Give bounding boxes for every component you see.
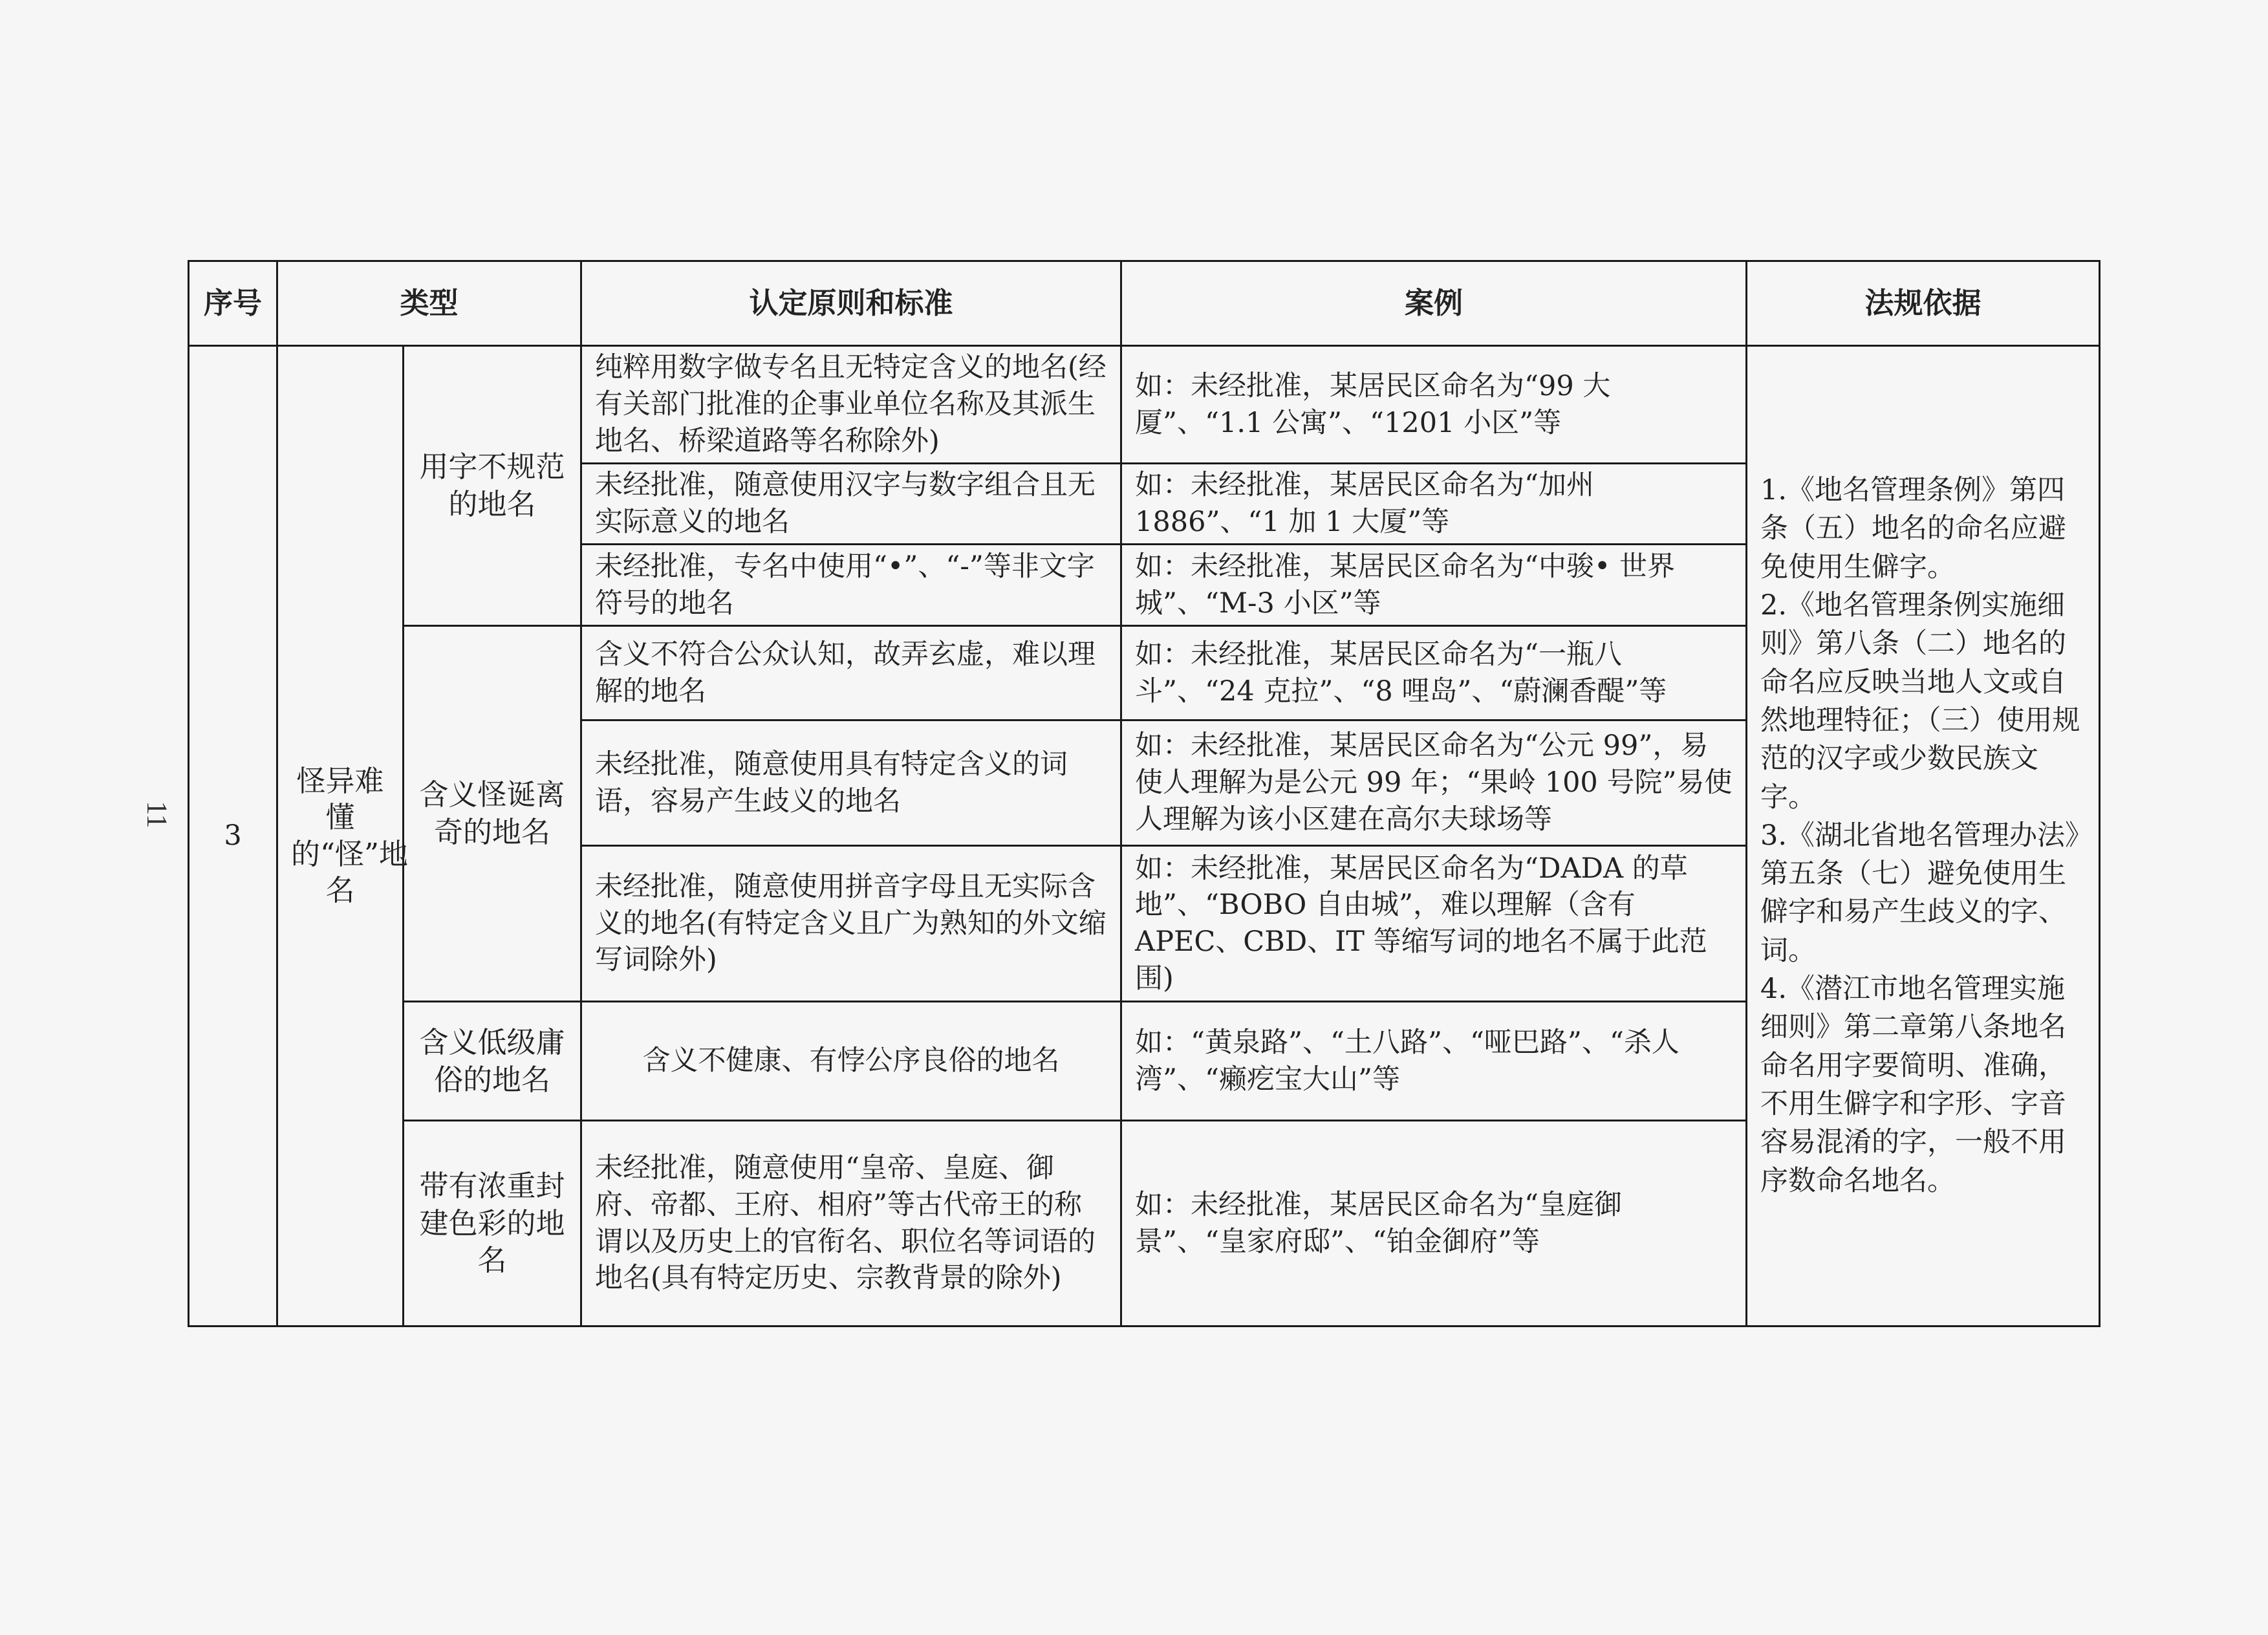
criteria-cell: 未经批准，随意使用具有特定含义的词语，容易产生歧义的地名 <box>581 720 1121 846</box>
case-cell: 如：未经批准，某居民区命名为“一瓶八斗”、“24 克拉”、“8 哩岛”、“蔚澜香醍”等 <box>1121 626 1747 720</box>
criteria-cell: 纯粹用数字做专名且无特定含义的地名(经有关部门批准的企事业单位名称及其派生地名、桥梁道路等名称除外) <box>581 346 1121 464</box>
legal-basis-cell <box>1747 346 2100 1326</box>
header-legal-basis: 法规依据 <box>1747 261 2100 346</box>
header-seq: 序号 <box>189 261 277 346</box>
case-cell: 如：未经批准，某居民区命名为“公元 99”，易使人理解为是公元 99 年；“果岭 100 号院”易使人理解为该小区建在高尔夫球场等 <box>1121 720 1747 846</box>
case-cell: 如：未经批准，某居民区命名为“DADA 的草地”、“BOBO 自由城”，难以理解（含有 APEC、CBD、IT 等缩写词的地名不属于此范围) <box>1121 846 1747 1002</box>
subtype-feudal-color: 带有浓重封建色彩的地名 <box>404 1121 581 1326</box>
subtype-irregular-chars: 用字不规范的地名 <box>404 346 581 626</box>
subtype-vulgar-meaning: 含义低级庸俗的地名 <box>404 1002 581 1121</box>
criteria-cell: 未经批准，随意使用汉字与数字组合且无实际意义的地名 <box>581 464 1121 545</box>
place-name-criteria-table <box>188 260 2101 1327</box>
header-criteria: 认定原则和标准 <box>581 261 1121 346</box>
legal-basis-item: 3.《湖北省地名管理办法》第五条（七）避免使用生僻字和易产生歧义的字、词。 <box>1760 819 2079 967</box>
criteria-cell: 含义不符合公众认知，故弄玄虚，难以理解的地名 <box>581 626 1121 720</box>
page-number: 11 <box>141 801 173 828</box>
legal-basis-item: 4.《潜江市地名管理实施细则》第二章第八条地名命名用字要简明、准确，不用生僻字和字形、字音容易混淆的字，一般不用序数命名地名。 <box>1760 973 2067 1197</box>
case-cell: 如：未经批准，某居民区命名为“99 大厦”、“1.1 公寓”、“1201 小区”等 <box>1121 346 1747 464</box>
subtype-bizarre-meaning: 含义怪诞离奇的地名 <box>404 626 581 1002</box>
category-cell: 怪异难懂的“怪”地名 <box>277 346 404 1326</box>
criteria-cell: 未经批准，随意使用拼音字母且无实际含义的地名(有特定含义且广为熟知的外文缩写词除外) <box>581 846 1121 1002</box>
criteria-cell: 未经批准，随意使用“皇帝、皇庭、御府、帝都、王府、相府”等古代帝王的称谓以及历史上的官衔名、职位名等词语的地名(具有特定历史、宗教背景的除外) <box>581 1121 1121 1326</box>
header-type: 类型 <box>277 261 581 346</box>
seq-cell: 3 <box>189 346 277 1326</box>
criteria-cell: 含义不健康、有悖公序良俗的地名 <box>581 1002 1121 1121</box>
criteria-cell: 未经批准，专名中使用“•”、“-”等非文字符号的地名 <box>581 545 1121 626</box>
table-row <box>189 346 2100 464</box>
case-cell: 如：未经批准，某居民区命名为“皇庭御景”、“皇家府邸”、“铂金御府”等 <box>1121 1121 1747 1326</box>
case-cell: 如：未经批准，某居民区命名为“加州 1886”、“1 加 1 大厦”等 <box>1121 464 1747 545</box>
header-cases: 案例 <box>1121 261 1747 346</box>
case-cell: 如：未经批准，某居民区命名为“中骏• 世界城”、“M-3 小区”等 <box>1121 545 1747 626</box>
legal-basis-item: 1.《地名管理条例》第四条（五）地名的命名应避免使用生僻字。 <box>1760 473 2067 583</box>
legal-basis-item: 2.《地名管理条例实施细则》第八条（二）地名的命名应反映当地人文或自然地理特征；（三）使用规范的汉字或少数民族文字。 <box>1760 589 2080 814</box>
case-cell: 如：“黄泉路”、“土八路”、“哑巴路”、“杀人湾”、“癞疙宝大山”等 <box>1121 1002 1747 1121</box>
table-header-row <box>189 261 2100 346</box>
